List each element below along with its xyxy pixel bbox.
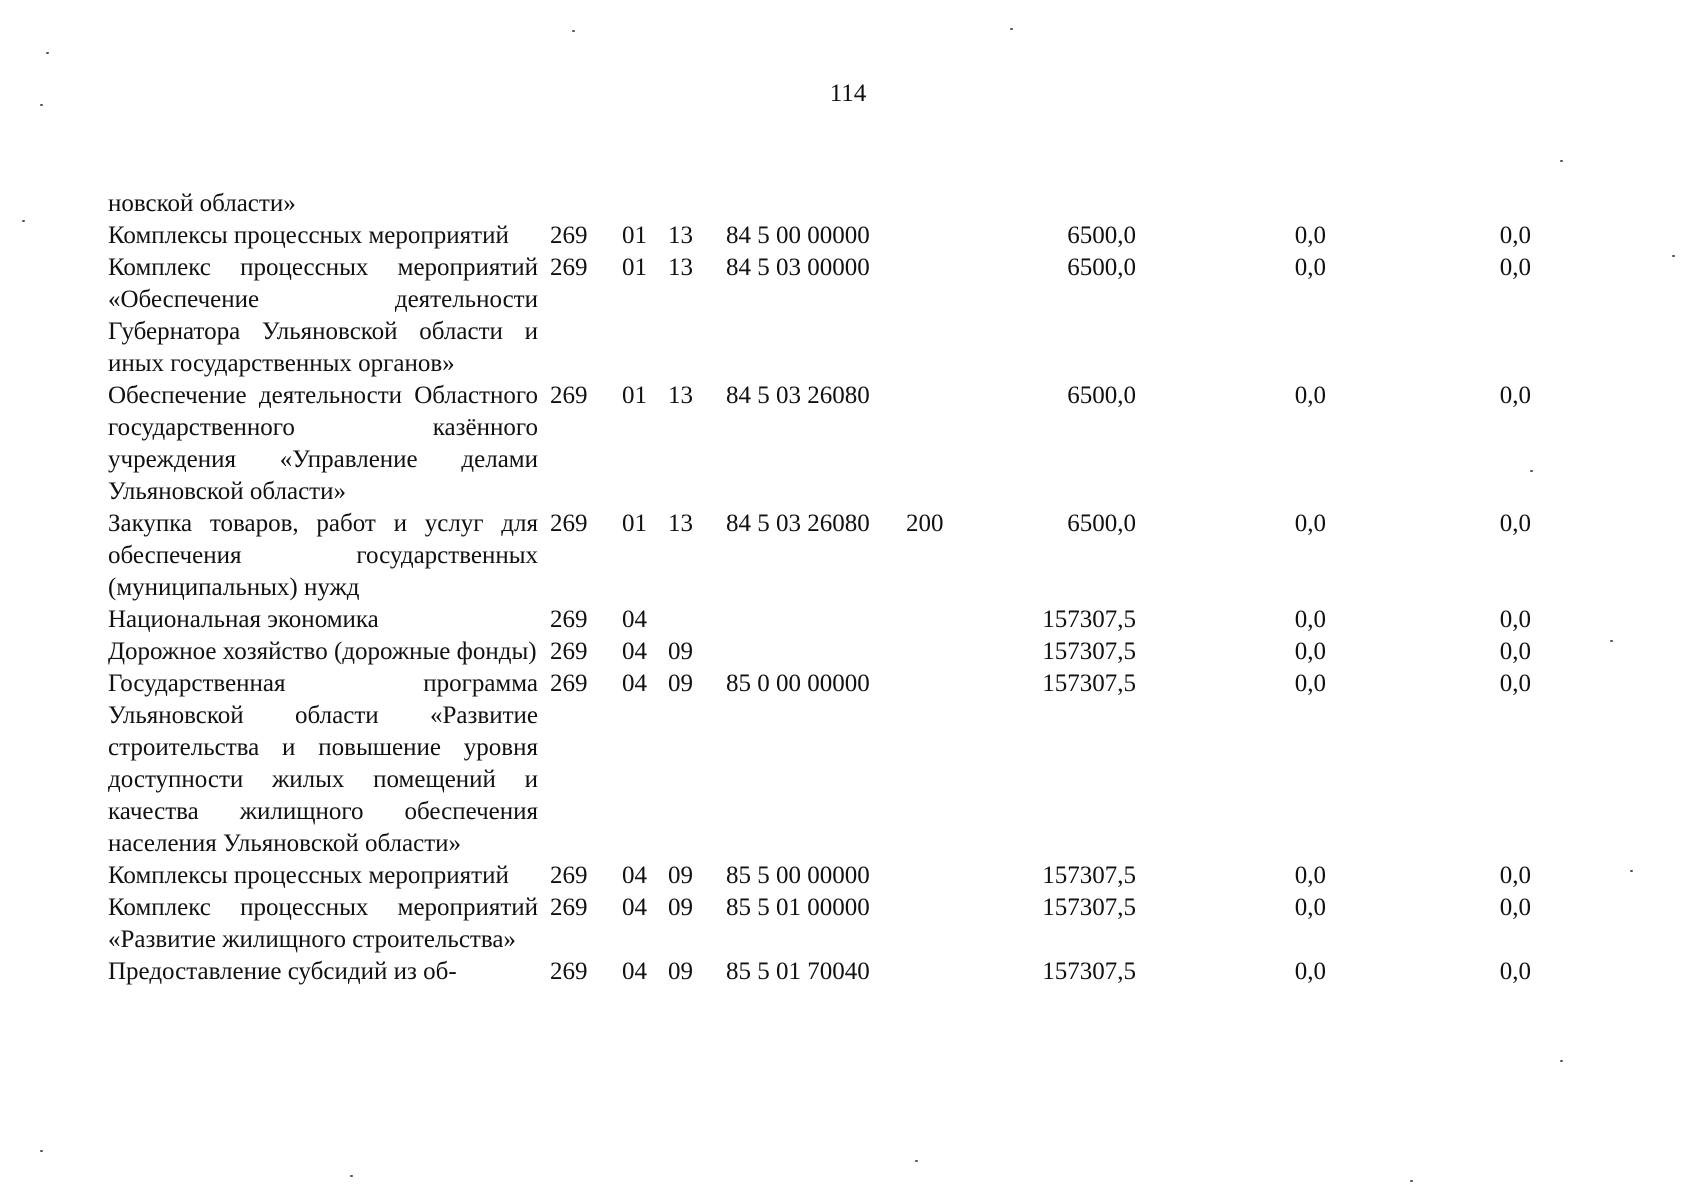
expense-type-code — [906, 380, 986, 508]
amount-year-2 — [1136, 188, 1326, 220]
table-row — [108, 860, 1531, 892]
item-name: Закупка товаров, работ и услуг для обеспечения государственных (муниципальных) нужд — [108, 510, 538, 601]
amount-year-3: 0,0 — [1499, 254, 1531, 281]
amount-year-1: 6500,0 — [1067, 254, 1136, 281]
subsection-code: 13 — [668, 222, 693, 249]
subsection-code: 09 — [668, 862, 693, 889]
section-code: 04 — [622, 670, 647, 697]
expense-type-code — [906, 188, 986, 220]
expense-type-code: 200 — [906, 510, 944, 537]
amount-year-3: 0,0 — [1499, 894, 1531, 921]
section-code: 01 — [622, 254, 647, 281]
section-code: 04 — [622, 894, 647, 921]
target-article-code — [726, 636, 906, 668]
amount-year-2: 0,0 — [1294, 222, 1326, 249]
amount-year-1 — [986, 188, 1136, 220]
expense-type-code — [906, 220, 986, 252]
amount-year-2: 0,0 — [1294, 254, 1326, 281]
target-article-code: 84 5 03 26080 — [726, 382, 870, 409]
amount-year-3 — [1326, 188, 1531, 220]
ministry-code: 269 — [550, 606, 588, 633]
subsection-code: 09 — [668, 638, 693, 665]
amount-year-3: 0,0 — [1499, 638, 1531, 665]
subsection-code: 09 — [668, 670, 693, 697]
amount-year-3: 0,0 — [1499, 958, 1531, 985]
section-code: 04 — [622, 862, 647, 889]
expense-type-code — [906, 956, 986, 988]
ministry-code: 269 — [550, 254, 588, 281]
target-article-code — [726, 604, 906, 636]
section-code: 04 — [622, 958, 647, 985]
amount-year-3: 0,0 — [1499, 606, 1531, 633]
section-code — [622, 188, 668, 220]
amount-year-3: 0,0 — [1499, 222, 1531, 249]
amount-year-2: 0,0 — [1294, 862, 1326, 889]
amount-year-1: 157307,5 — [1042, 670, 1136, 697]
ministry-code: 269 — [550, 862, 588, 889]
item-name: Предоставление субсидий из об- — [108, 958, 457, 985]
table-row — [108, 380, 1531, 508]
section-code: 01 — [622, 222, 647, 249]
table-row — [108, 252, 1531, 380]
amount-year-3: 0,0 — [1499, 510, 1531, 537]
page-number: 114 — [829, 80, 867, 107]
item-name: Дорожное хозяйство (дорожные фонды) — [108, 638, 537, 665]
target-article-code — [726, 188, 906, 220]
subsection-code — [668, 188, 726, 220]
target-article-code: 85 5 01 70040 — [726, 958, 870, 985]
amount-year-1: 6500,0 — [1067, 222, 1136, 249]
amount-year-1: 157307,5 — [1042, 958, 1136, 985]
amount-year-1: 6500,0 — [1067, 382, 1136, 409]
table-row — [108, 220, 1531, 252]
table-row — [108, 892, 1531, 956]
expense-type-code — [906, 668, 986, 860]
expense-type-code — [906, 604, 986, 636]
target-article-code: 85 5 01 00000 — [726, 894, 870, 921]
budget-table — [108, 188, 1531, 988]
item-name: Комплексы процессных мероприятий — [108, 862, 509, 889]
expense-type-code — [906, 860, 986, 892]
target-article-code: 85 0 00 00000 — [726, 670, 870, 697]
table-row — [108, 636, 1531, 668]
item-name: Комплексы процессных мероприятий — [108, 222, 509, 249]
table-row — [108, 508, 1531, 604]
amount-year-3: 0,0 — [1499, 862, 1531, 889]
subsection-code — [668, 604, 726, 636]
ministry-code: 269 — [550, 222, 588, 249]
amount-year-2: 0,0 — [1294, 510, 1326, 537]
ministry-code: 269 — [550, 638, 588, 665]
ministry-code: 269 — [550, 894, 588, 921]
amount-year-1: 157307,5 — [1042, 638, 1136, 665]
table-row — [108, 956, 1531, 988]
amount-year-2: 0,0 — [1294, 606, 1326, 633]
amount-year-3: 0,0 — [1499, 382, 1531, 409]
amount-year-1: 157307,5 — [1042, 606, 1136, 633]
ministry-code: 269 — [550, 382, 588, 409]
amount-year-1: 157307,5 — [1042, 862, 1136, 889]
amount-year-1: 6500,0 — [1067, 510, 1136, 537]
ministry-code — [538, 188, 622, 220]
subsection-code: 13 — [668, 510, 693, 537]
item-name: Обеспечение деятельности Областного государственного казённого учреждения «Управление делами Ульяновской области» — [108, 382, 538, 505]
amount-year-1: 157307,5 — [1042, 894, 1136, 921]
subsection-code: 13 — [668, 254, 693, 281]
amount-year-2: 0,0 — [1294, 670, 1326, 697]
item-name: Комплекс процессных мероприятий «Развитие жилищного строительства» — [108, 894, 538, 953]
subsection-code: 09 — [668, 958, 693, 985]
amount-year-3: 0,0 — [1499, 670, 1531, 697]
table-row — [108, 188, 1531, 220]
section-code: 04 — [622, 606, 647, 633]
amount-year-2: 0,0 — [1294, 958, 1326, 985]
section-code: 01 — [622, 510, 647, 537]
item-name: Национальная экономика — [108, 606, 379, 633]
table-row — [108, 668, 1531, 860]
item-name: Государственная программа Ульяновской области «Развитие строительства и повышение уровня доступности жилых помещений и качества жилищного обеспечения населения Ульяновской области» — [108, 670, 538, 857]
ministry-code: 269 — [550, 958, 588, 985]
expense-type-code — [906, 892, 986, 956]
subsection-code: 13 — [668, 382, 693, 409]
target-article-code: 85 5 00 00000 — [726, 862, 870, 889]
table-row — [108, 604, 1531, 636]
section-code: 04 — [622, 638, 647, 665]
section-code: 01 — [622, 382, 647, 409]
item-name: Комплекс процессных мероприятий «Обеспечение деятельности Губернатора Ульяновской области и иных государственных органов» — [108, 254, 538, 377]
subsection-code: 09 — [668, 894, 693, 921]
amount-year-2: 0,0 — [1294, 894, 1326, 921]
target-article-code: 84 5 03 00000 — [726, 254, 870, 281]
ministry-code: 269 — [550, 670, 588, 697]
expense-type-code — [906, 636, 986, 668]
target-article-code: 84 5 00 00000 — [726, 222, 870, 249]
amount-year-2: 0,0 — [1294, 382, 1326, 409]
expense-type-code — [906, 252, 986, 380]
amount-year-2: 0,0 — [1294, 638, 1326, 665]
ministry-code: 269 — [550, 510, 588, 537]
item-name: новской области» — [108, 190, 296, 217]
target-article-code: 84 5 03 26080 — [726, 510, 870, 537]
